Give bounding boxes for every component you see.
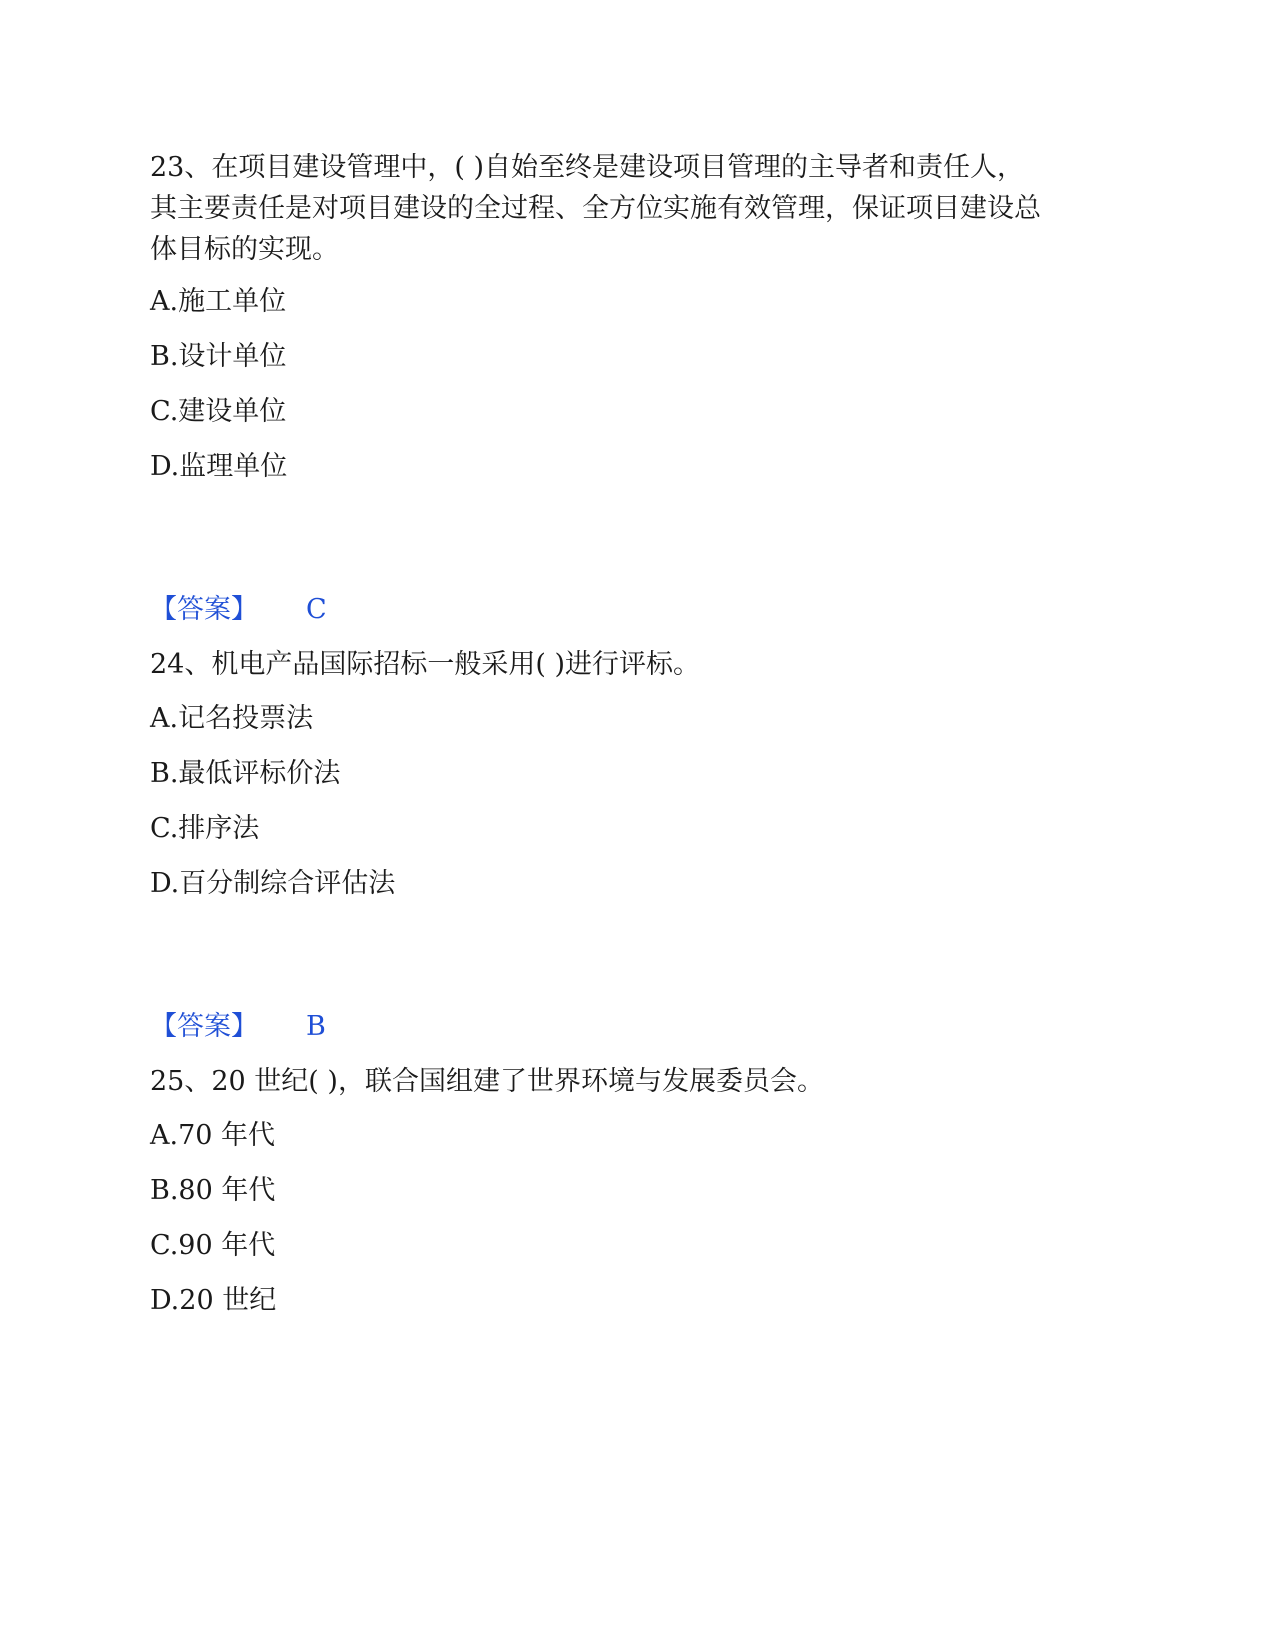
answer-value: B <box>306 1011 326 1042</box>
question-24-answer <box>150 1007 326 1047</box>
question-23-option-d: D.监理单位 <box>150 451 288 482</box>
question-23-stem-line-3: 体目标的实现。 <box>150 234 339 265</box>
question-23-option-c: C.建设单位 <box>150 396 287 427</box>
question-23-option-a: A.施工单位 <box>150 286 287 317</box>
question-25-option-b: B.80 年代 <box>150 1175 276 1206</box>
question-24-option-c: C.排序法 <box>150 813 260 844</box>
question-25-option-d: D.20 世纪 <box>150 1285 277 1316</box>
question-24-option-d: D.百分制综合评估法 <box>150 868 396 899</box>
question-25-option-c: C.90 年代 <box>150 1230 276 1261</box>
question-23-option-b: B.设计单位 <box>150 341 287 372</box>
answer-value: C <box>306 594 327 625</box>
question-25-stem-line-1: 25、20 世纪( )，联合国组建了世界环境与发展委员会。 <box>150 1066 824 1097</box>
question-25-option-a: A.70 年代 <box>150 1120 276 1151</box>
question-24-option-b: B.最低评标价法 <box>150 758 341 789</box>
question-23-answer <box>150 590 327 630</box>
answer-label: 【答案】 <box>150 594 258 625</box>
question-23-stem-line-1: 23、在项目建设管理中，( )自始至终是建设项目管理的主导者和责任人， <box>150 152 1025 183</box>
question-24-stem-line-1: 24、机电产品国际招标一般采用( )进行评标。 <box>150 649 701 680</box>
answer-label: 【答案】 <box>150 1011 258 1042</box>
question-24-option-a: A.记名投票法 <box>150 703 314 734</box>
question-23-stem-line-2: 其主要责任是对项目建设的全过程、全方位实施有效管理，保证项目建设总 <box>150 193 1041 224</box>
